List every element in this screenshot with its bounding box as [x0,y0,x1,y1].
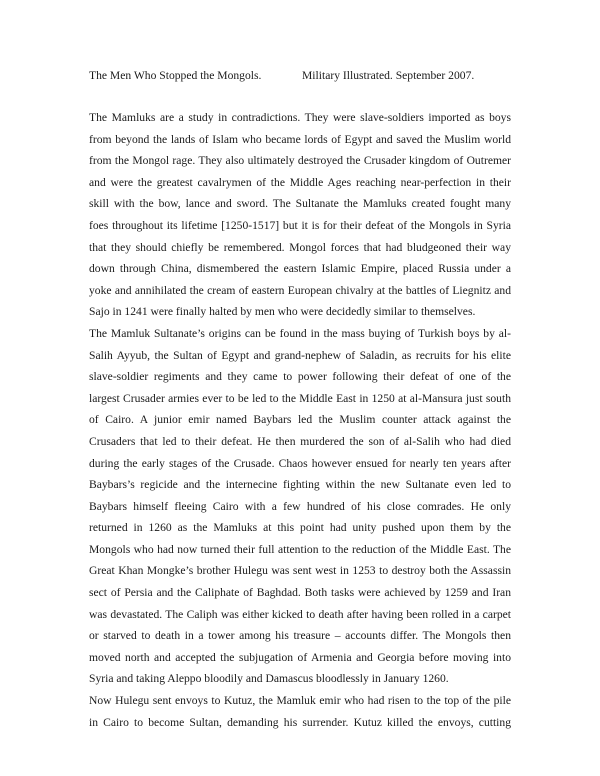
document-header [89,69,475,83]
text-line: during the early stages of the Crusade. Chaos however ensued for nearly ten years after [89,456,511,470]
text-line: Sajo in 1241 were finally halted by men who were decidedly similar to themselves. [89,305,476,319]
text-line: from the Mongol rage. They also ultimately destroyed the Crusader kingdom of Outremer [89,154,511,168]
text-line: sect of Persia and the Caliphate of Baghdad. Both tasks were achieved by 1259 and Iran [89,586,511,600]
paragraph-2 [89,327,511,694]
text-line: yoke and annihilated the cream of eastern European chivalry at the battles of Liegnitz and [89,283,511,297]
text-line: Baybars’s regicide and the internecine fighting within the new Sultanate even led to [89,478,511,492]
text-line: largest Crusader armies ever to be led to the Middle East in 1250 at al-Mansura just south [89,391,511,405]
article-title: The Men Who Stopped the Mongols. [89,69,262,82]
text-line: Now Hulegu sent envoys to Kutuz, the Mamluk emir who had risen to the top of the pile [89,694,511,708]
text-line: was devastated. The Caliph was either kicked to death after having been rolled in a carpet [89,607,511,621]
text-line: in Cairo to become Sultan, demanding his surrender. Kutuz killed the envoys, cutting [89,715,511,729]
text-line: Baybars himself fleeing Cairo with a few hundred of his close comrades. He only [89,499,511,513]
text-line: Great Khan Mongke’s brother Hulegu was sent west in 1253 to destroy both the Assassin [89,564,511,578]
text-line: Crusaders that led to their defeat. He then murdered the son of al-Salih who had died [89,434,511,448]
text-line: from beyond the lands of Islam who became lords of Egypt and saved the Muslim world [89,132,511,146]
article-body [89,111,511,737]
text-line: moved north and accepted the subjugation of Armenia and Georgia before moving into [89,650,511,664]
text-line: Mongols who had now turned their full attention to the reduction of the Middle East. The [89,542,511,556]
text-line: skill with the bow, lance and sword. The Sultanate the Mamluks created fought many [89,197,511,211]
text-line: or starved to death in a tower among his treasure – accounts differ. The Mongols then [89,629,511,643]
paragraph-1 [89,111,511,327]
text-line: The Mamluk Sultanate’s origins can be found in the mass buying of Turkish boys by al- [89,326,511,340]
text-line: returned in 1260 as the Mamluks at this point had unity pushed upon them by the [89,521,511,535]
text-line: that they should chiefly be remembered. Mongol forces that had bludgeoned their way [89,240,511,254]
publication-info: Military Illustrated. September 2007. [302,69,475,82]
text-line: The Mamluks are a study in contradictions. They were slave-soldiers imported as boys [89,111,511,124]
text-line: and were the greatest cavalrymen of the Middle Ages reaching near-perfection in their [89,175,511,189]
text-line: Syria and taking Aleppo bloodily and Damascus bloodlessly in January 1260. [89,672,449,686]
text-line: Salih Ayyub, the Sultan of Egypt and grand-nephew of Saladin, as recruits for his elite [89,348,511,362]
paragraph-3 [89,694,511,737]
text-line: slave-soldier regiments and they came to power following their defeat of one of the [89,370,511,384]
text-line: down through China, dismembered the eastern Islamic Empire, placed Russia under a [89,262,511,276]
text-line: of Cairo. A junior emir named Baybars led the Muslim counter attack against the [89,413,511,427]
text-line: foes throughout its lifetime [1250-1517] but it is for their defeat of the Mongols in Syria [89,218,511,232]
